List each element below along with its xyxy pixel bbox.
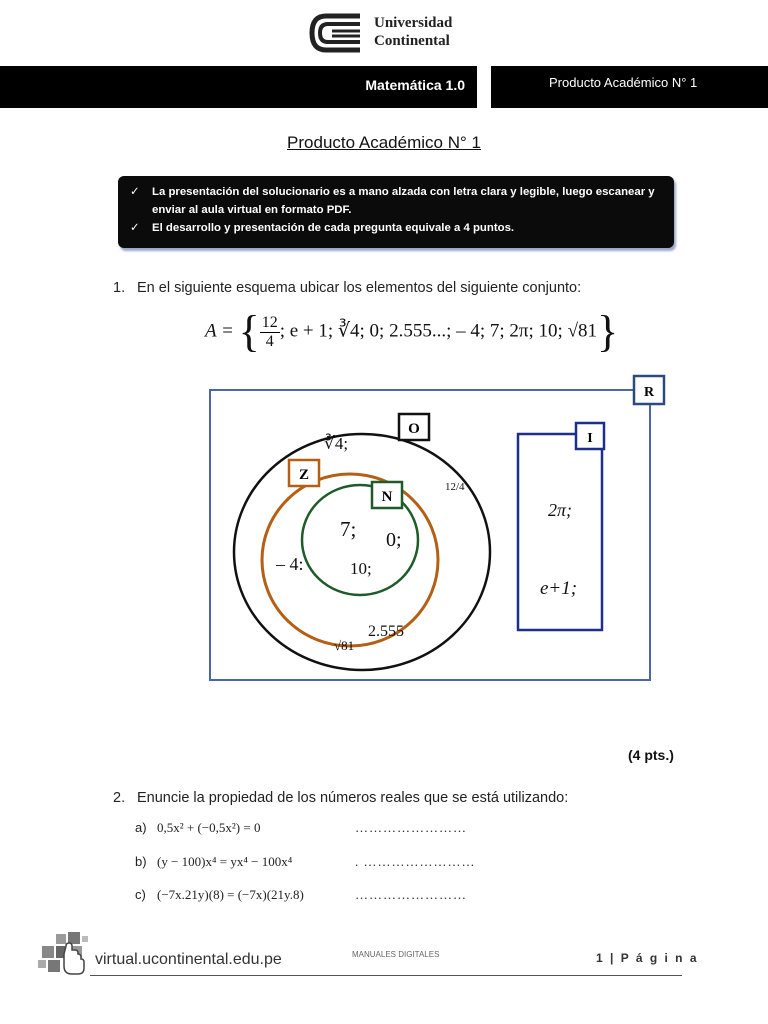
element-ten: 10;	[350, 559, 372, 578]
right-brace-icon: }	[597, 307, 619, 356]
manuales-logo: MANUALES DIGITALES	[352, 950, 440, 959]
element-two-pi: 2π;	[548, 500, 573, 520]
university-logo	[308, 12, 366, 54]
product-bar	[491, 66, 768, 108]
element-zero: 0;	[386, 529, 402, 551]
fraction: $\frac{12}{4}$	[261, 313, 278, 350]
element-e-plus-one: e+1;	[540, 578, 578, 599]
instruction-item: ✓ El desarrollo y presentación de cada pregunta equivale a 4 puntos.	[130, 219, 664, 237]
institution-name	[374, 14, 452, 50]
set-label: A =	[205, 320, 234, 342]
answer-blank: ……………………	[355, 820, 467, 835]
checkmark-icon: ✓	[130, 186, 140, 198]
institution-line2: Continental	[374, 33, 450, 49]
element-repeating-decimal: 2.555	[368, 623, 404, 640]
element-twelve-fourths: 12/4	[445, 481, 465, 493]
label-z: Z	[298, 467, 310, 483]
document-title: Producto Académico N° 1	[287, 133, 481, 152]
instruction-item: ✓ La presentación del solucionario es a mano alzada con letra clara y legible, luego escanear y enviar al aula virtual en formato PDF.	[130, 183, 664, 219]
irrational-set-box	[518, 434, 602, 630]
sub-question-b: b) (y − 100)x⁴ = yx⁴ − 100x⁴ . ……………………	[135, 854, 476, 869]
question-1: 1. En el siguiente esquema ubicar los elementos del siguiente conjunto:	[113, 280, 582, 296]
points-label: (4 pts.)	[628, 747, 674, 763]
element-cube-root: ∛4;	[324, 434, 349, 453]
question-2: 2. Enuncie la propiedad de los números reales que se está utilizando:	[113, 790, 569, 806]
element-seven: 7;	[340, 517, 357, 541]
expression: (−7x.21y)(8) = (−7x)(21y.8)	[157, 887, 304, 902]
element-sqrt81: √81	[334, 638, 355, 653]
footer-divider	[90, 975, 682, 976]
label-q: O	[408, 421, 420, 437]
pixel-hand-icon	[38, 930, 92, 976]
sub-question-a: a) 0,5x² + (−0,5x²) = 0 ……………………	[135, 820, 467, 835]
element-minus-four: – 4:	[276, 554, 304, 574]
page-number: 1 | P á g i n a	[596, 951, 699, 965]
instructions-box	[118, 176, 674, 248]
number-sets-diagram	[200, 370, 670, 690]
label-n: N	[381, 489, 393, 505]
set-definition	[205, 307, 625, 362]
answer-blank: . ……………………	[355, 854, 476, 869]
left-brace-icon: {	[238, 307, 260, 356]
institution-line1: Universidad	[374, 15, 453, 31]
footer-url: virtual.ucontinental.edu.pe	[95, 951, 282, 968]
expression: 0,5x² + (−0,5x²) = 0	[157, 820, 261, 835]
expression: (y − 100)x⁴ = yx⁴ − 100x⁴	[157, 854, 293, 869]
answer-blank: ……………………	[355, 887, 467, 902]
label-i: I	[587, 431, 593, 446]
product-title: Producto Académico N° 1	[549, 75, 698, 90]
course-bar	[0, 66, 477, 108]
set-elements: ; e + 1; ∛4; 0; 2.555...; – 4; 7; 2π; 10; √81	[279, 320, 598, 342]
label-r: R	[643, 385, 655, 400]
sub-question-c: c) (−7x.21y)(8) = (−7x)(21y.8) ……………………	[135, 887, 467, 902]
rational-set-circle	[234, 434, 490, 670]
checkmark-icon: ✓	[130, 222, 140, 234]
course-title: Matemática 1.0	[365, 77, 465, 93]
